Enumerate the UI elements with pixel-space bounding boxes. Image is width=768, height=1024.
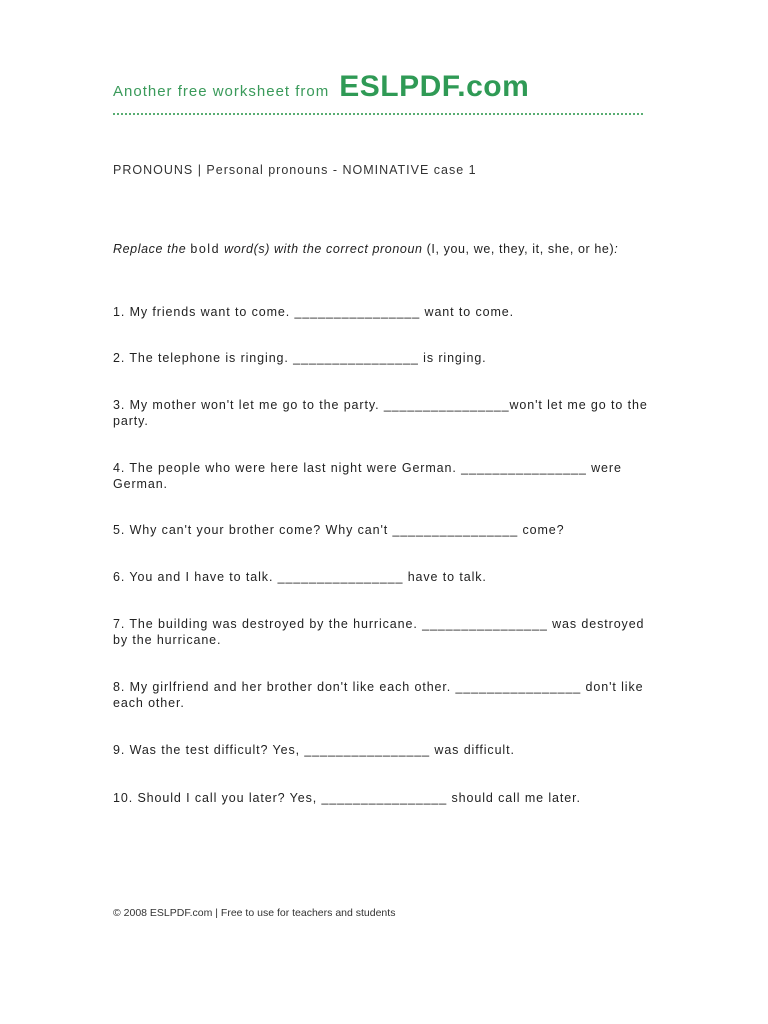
instructions bbox=[113, 242, 618, 256]
dotted-divider bbox=[113, 113, 643, 115]
footer-copyright: © 2008 ESLPDF.com | Free to use for teachers and students bbox=[113, 907, 396, 919]
question-item: 9. Was the test difficult? Yes, ________________ was difficult. bbox=[113, 743, 515, 757]
question-item: 3. My mother won't let me go to the party. ________________won't let me go to the party. bbox=[113, 398, 648, 428]
question-item: 8. My girlfriend and her brother don't like each other. ________________ don't like each other. bbox=[113, 680, 644, 710]
question-list bbox=[113, 304, 658, 806]
question-item: 10. Should I call you later? Yes, ________________ should call me later. bbox=[113, 791, 581, 805]
header bbox=[113, 70, 653, 104]
header-tagline: Another free worksheet from bbox=[113, 83, 330, 100]
instruction-suffix: : bbox=[614, 242, 619, 256]
instruction-bold-word: bold bbox=[190, 242, 221, 256]
question-item: 5. Why can't your brother come? Why can't ________________ come? bbox=[113, 523, 565, 537]
brand-logo: ESLPDF.com bbox=[339, 70, 530, 103]
question-item: 1. My friends want to come. ________________ want to come. bbox=[113, 305, 515, 319]
question-item: 7. The building was destroyed by the hurricane. ________________ was destroyed by the hurricane. bbox=[113, 617, 645, 647]
question-item: 4. The people who were here last night were German. ________________ were German. bbox=[113, 461, 622, 491]
instruction-options: (I, you, we, they, it, she, or he) bbox=[426, 242, 615, 256]
worksheet-title: PRONOUNS | Personal pronouns - NOMINATIVE case 1 bbox=[113, 163, 477, 177]
question-item: 6. You and I have to talk. ________________ have to talk. bbox=[113, 570, 487, 584]
instruction-middle: word(s) with the correct pronoun bbox=[220, 242, 427, 256]
instruction-prefix: Replace the bbox=[113, 242, 191, 256]
question-item: 2. The telephone is ringing. ________________ is ringing. bbox=[113, 351, 487, 365]
